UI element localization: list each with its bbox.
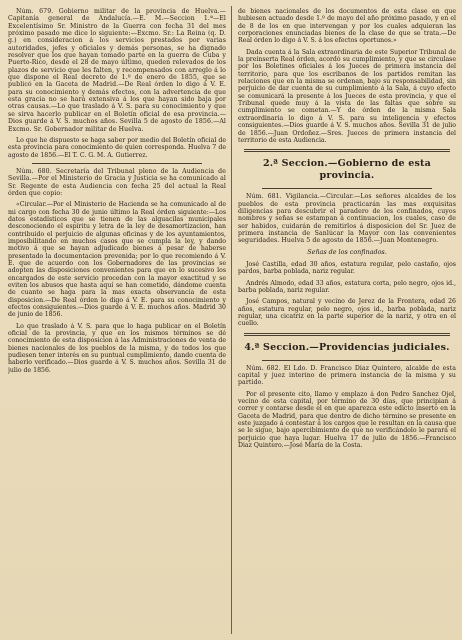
- confinado-1: José Castilla, edad 30 años, estatura regular, pelo castaño, ojos pardos, barba poblada, nariz regular.: [238, 260, 456, 276]
- article-679: Núm. 679. Gobierno militar de la provincia de Huelva.—Capitanía general de Andalucía.—E. M.—Seccion 1.ª—El Excelentísimo Sr. Ministro de la Guerra con fecha 31 del mes próximo pasado me dice lo siguiente:—Excmo. Sr.: La Reina (q. D. g.) en consideracion á los servicios prestados por varias autoridades, jefes y oficiales y demás personas, se ha dignado resolver que los que hayan tomado parte en la guerra de Cuba y Puerto-Rico, desde el 28 de mayo último, queden relevados de los plazos de servicio que les falten, y recompensados con arreglo á lo que dispone el Real decreto de 1.º de enero de 1855, que se publicó en la Gaceta de Madrid.—De Real órden lo digo á V. E. para su conocimiento y demás efectos, con la advertencia de que esta gracia no se hará extensiva á los que hayan sido baja por otras causas.—Lo que traslado á V. S. para su conocimiento y que se sirva hacerlo publicar en el Boletín oficial de esa provincia.—Dios guarde á V. S. muchos años. Sevilla 5 de agosto de 1856.—Al Excmo. Sr. Gobernador militar de Huelva.: [8, 8, 226, 133]
- section-rule: [244, 149, 450, 152]
- section-2-title: 2.ª Seccion.—Gobierno de esta provincia.: [262, 158, 431, 182]
- article-680-resolution: Dada cuenta á la Sala extraordinaria de este Superior Tribunal de la preinserta Real órden, acordó su cumplimiento, y que se circulase por los Boletines oficiales á los Jueces de primera instancia del territorio, para que los escribanos de los partidos remitan las relaciones que en la misma se ordenan, bajo su responsabilidad, sin perjuicio de dar cuenta de su cumplimiento á la Sala, á cuyo efecto se comunicará la presente á los Jueces de esta provincia, y que el Tribunal quede muy á la vista de las faltas que sobre su cumplimiento se cometan.—Y de órden de la misma Sala extraordinaria lo digo á V. S. para su inteligencia y efectos consiguientes.—Dios guarde á V. S. muchos años. Sevilla 31 de julio de 1856.—Juan Ordoñez.—Sres. Jueces de primera instancia del territorio de esta Audiencia.: [238, 48, 456, 144]
- article-separator: [32, 163, 202, 164]
- article-680-continued: de bienes nacionales de los documentos de esta clase en que hubiesen actuado desde 1.º de mayo del año próximo pasado, y en el de 8 de los en que intervengan y por los cuales adquieran las corporaciones enunciadas bienes de la clase de que se trata.—De Real órden lo digo á V. S. á los efectos oportunos.»: [238, 8, 456, 45]
- column-divider: [231, 6, 232, 634]
- section-4-title: 4.ª Seccion.—Providencias judiciales.: [244, 341, 450, 353]
- left-column: [8, 8, 226, 634]
- section-rule: [244, 333, 450, 336]
- article-682: Núm. 682. El Ldo. D. Francisco Diaz Quintero, alcalde de esta capital y juez interino de primera instancia de la misma y su partido.: [238, 364, 456, 387]
- article-680: Núm. 680. Secretaría del Tribunal pleno de la Audiencia de Sevilla.—Por el Ministerio de Gracia y Justicia se ha comunicado al Sr. Regente de esta Audiencia con fecha 25 del actual la Real órden que copio:: [8, 167, 226, 197]
- confinados-heading: Señas de los confinados.: [307, 247, 387, 256]
- article-680-transfer: Lo que traslado á V. S. para que lo haga publicar en el Boletín oficial de la provincia, y que en los mismos términos se dé conocimiento de esta disposicion á las Administraciones de venta de bienes nacionales de los pueblos de la misma, y de todos los que pudiesen tener interés en su puntual cumplimiento, dando cuenta de haberlo verificado.—Dios guarde á V. S. muchos años. Sevilla 31 de julio de 1856.: [8, 322, 226, 374]
- section-underline: [262, 188, 432, 189]
- confinado-3: José Campos, natural y vecino de Jerez de la Frontera, edad 26 años, estatura regular, pelo negro, ojos id., barba poblada, nariz regular, una cicatriz en la parte superior de la nariz, y otra en el cuello.: [238, 298, 456, 328]
- article-682-edict: Por el presente cito, llamo y emplazo á don Pedro Sanchez Ojel, vecino de esta capital, por término de 30 días, que principian á correr y contarse desde el en que aparezca este edicto inserto en la Gaceta de Madrid, para que dentro de dicho término se presente en este juzgado á contestar á los cargos que le resultan en la causa que se le sigue, bajo apercibimiento de que no verificándolo le parará el perjuicio que haya lugar. Huelva 17 de julio de 1856.—Francisco Diaz Quintero.—José María de la Costa.: [238, 390, 456, 450]
- article-680-circular: «Circular.—Por el Ministerio de Hacienda se ha comunicado al de mi cargo con fecha 30 de junio último la Real órden siguiente:—Los datos estadísticos que se tienen de las alguacilas municipales desconociendo el espíritu y letra de la ley de desamortizacion, han contribuido el perjuicio de algunas oficinas y de los ayuntamientos, imposibilitando en muchos casos que se cumpla la ley, y dando motivo á que se hayan adjudicado bienes á pesar de haberse presentado la documentacion prevenida; por lo que recomiendo á V. E. que de acuerdo con los Gobernadores de las provincias se adopten las disposiciones convenientes para que en lo sucesivo los encargados de este servicio procedan con la mayor exactitud y se eviten los abusos que hasta aquí se han cometido, dándome cuenta de cuanto se haga para la mas exacta observancia de esta disposicion.—De Real órden lo digo á V. E. para su conocimiento y efectos consiguientes.—Dios guarde á V. E. muchos años. Madrid 30 de junio de 1856.: [8, 201, 226, 319]
- article-679-notice: Lo que he dispuesto se haga saber por medio del Boletín oficial de esta provincia para conocimiento de quien corresponda. Huelva 7 de agosto de 1856.—El T. C. G. M. A. Gutierrez.: [8, 136, 226, 159]
- right-column: [238, 8, 456, 634]
- article-681: Núm. 681. Vigilancia.—Circular.—Los señores alcaldes de los pueblos de esta provincia practicarán las mas exquisitas diligencias para descubrir el paradero de los confinados, cuyos nombres y señas se estampan á continuacion, los cuales, caso de ser habidos, cuidarán de remitirlos á disposicion del Sr. Juez de primera instancia de Sanlúcar la Mayor con las convenientes seguridades. Huelva 5 de agosto de 1856.—Juan Montenegro.: [238, 193, 456, 245]
- section-underline: [262, 360, 432, 361]
- confinado-2: Andrés Almodo, edad 33 años, estatura corta, pelo negro, ojos id., barba poblada, nariz regular.: [238, 279, 456, 294]
